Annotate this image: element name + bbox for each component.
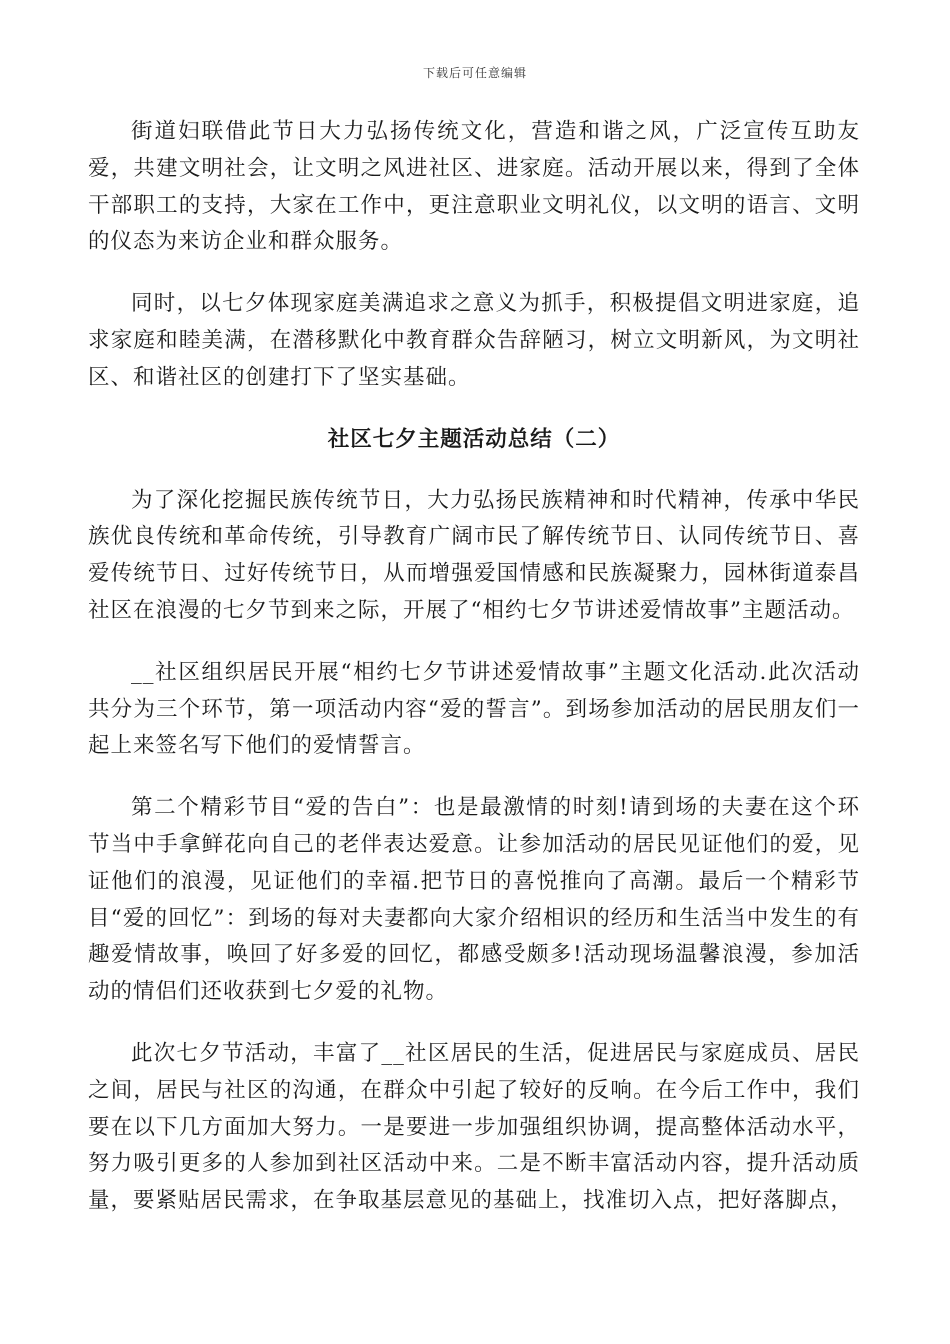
- page-header: 下载后可任意编辑: [422, 66, 527, 80]
- body-paragraph: 第二个精彩节目“爱的告白”：也是最激情的时刻!请到场的夫妻在这个环节当中手拿鲜花向自己的老伴表达爱意。让参加活动的居民见证他们的爱，见证他们的浪漫，见证他们的幸福.把节日的喜悦推向了高潮。最后一个精彩节目“爱的回忆”：到场的每对夫妻都向大家介绍相识的经历和生活当中发生的有趣爱情故事，唤回了好多爱的回忆，都感受颇多!活动现场温馨浪漫，参加活动的情侣们还收获到七夕爱的礼物。: [88, 795, 860, 1005]
- section-title: 社区七夕主题活动总结（二）: [327, 426, 621, 452]
- body-paragraph: __社区组织居民开展“相约七夕节讲述爱情故事”主题文化活动.此次活动共分为三个环节，第一项活动内容“爱的誓言”。到场参加活动的居民朋友们一起上来签名写下他们的爱情誓言。: [88, 659, 860, 759]
- body-paragraph: 此次七夕节活动，丰富了__社区居民的生活，促进居民与家庭成员、居民之间，居民与社区的沟通，在群众中引起了较好的反响。在今后工作中，我们要在以下几方面加大努力。一是要进一步加强组织协调，提高整体活动水平，努力吸引更多的人参加到社区活动中来。二是不断丰富活动内容，提升活动质量，要紧贴居民需求，在争取基层意见的基础上，找准切入点，把好落脚点，: [88, 1040, 860, 1214]
- body-paragraph: 街道妇联借此节日大力弘扬传统文化，营造和谐之风，广泛宣传互助友爱，共建文明社会，让文明之风进社区、进家庭。活动开展以来，得到了全体干部职工的支持，大家在工作中，更注意职业文明礼仪，以文明的语言、文明的仪态为来访企业和群众服务。: [88, 119, 860, 255]
- body-paragraph: 为了深化挖掘民族传统节日，大力弘扬民族精神和时代精神，传承中华民族优良传统和革命传统，引导教育广阔市民了解传统节日、认同传统节日、喜爱传统节日、过好传统节日，从而增强爱国情感和民族凝聚力，园林街道泰昌社区在浪漫的七夕节到来之际，开展了“相约七夕节讲述爱情故事”主题活动。: [88, 487, 860, 623]
- document-body: [88, 114, 860, 1245]
- body-paragraph: 同时，以七夕体现家庭美满追求之意义为抓手，积极提倡文明进家庭，追求家庭和睦美满，在潜移默化中教育群众告辞陋习，树立文明新风，为文明社区、和谐社区的创建打下了坚实基础。: [88, 291, 860, 390]
